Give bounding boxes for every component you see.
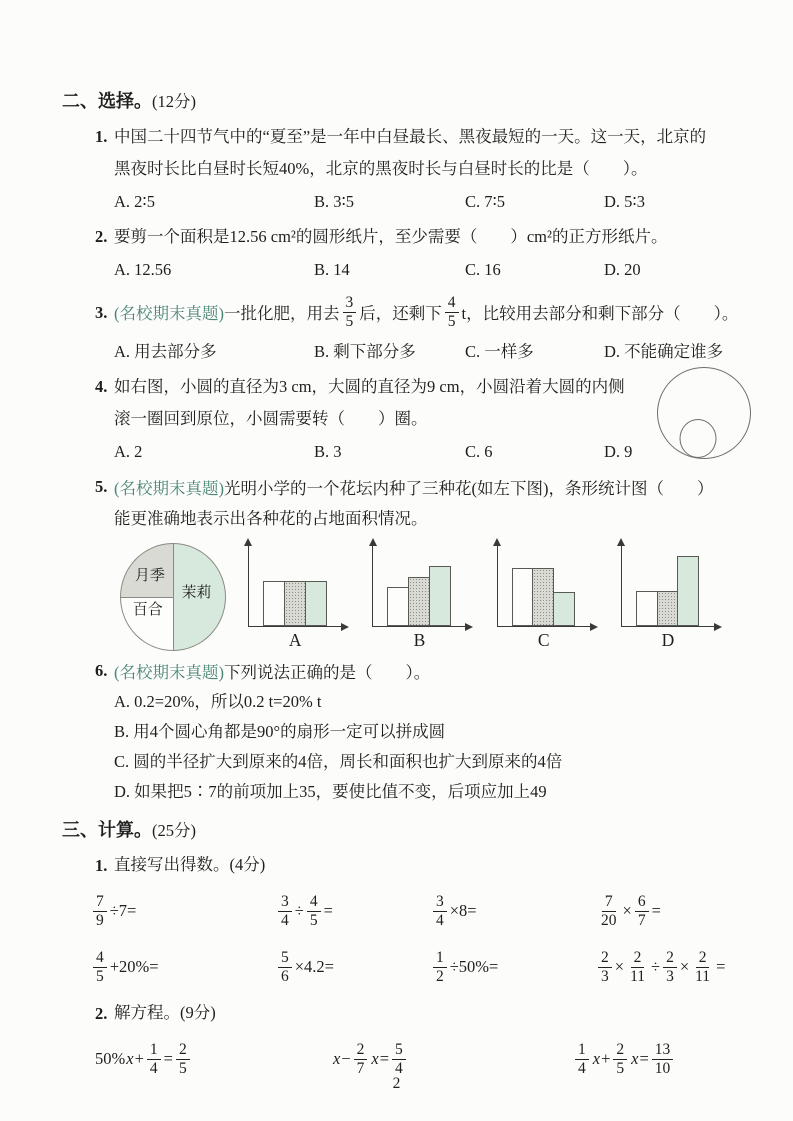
subsection-equations-number: 2. xyxy=(95,1004,108,1023)
option-b: B. 剩下部分多 xyxy=(314,342,416,361)
option-a: A. 12.56 xyxy=(114,260,172,279)
bar-white xyxy=(512,568,534,626)
pie-label-baihe: 百合 xyxy=(132,602,163,619)
bar-green xyxy=(429,566,451,626)
math-expression xyxy=(90,886,275,936)
math-expression xyxy=(90,942,275,992)
option-d: D. 20 xyxy=(604,260,641,279)
question-4-number: 4. xyxy=(95,377,108,396)
option-b: B. 14 xyxy=(314,260,350,279)
question-2 xyxy=(95,221,745,286)
direct-calc-row-1 xyxy=(90,886,745,936)
math-expression xyxy=(275,886,430,936)
small-circle xyxy=(680,419,717,458)
bar-chart-A xyxy=(248,546,342,651)
pie-divider-horizontal xyxy=(120,597,173,598)
fraction: $\frac{3}{4}$ xyxy=(433,893,447,929)
bars xyxy=(387,566,449,626)
y-axis-arrow-icon xyxy=(493,538,501,546)
section-choice-score: (12分) xyxy=(152,92,196,111)
question-1-line1: 中国二十四节气中的“夏至”是一年中白昼最长、黑夜最短的一天。这一天，北京的 xyxy=(114,127,707,146)
option-d: D. 不能确定谁多 xyxy=(604,342,724,361)
chart-label: A xyxy=(288,630,302,650)
bar-chart-A-plot xyxy=(248,546,341,627)
section-choice-title: 二、选择。 xyxy=(62,91,152,111)
bar-gray xyxy=(284,581,306,626)
y-axis-arrow-icon xyxy=(244,538,252,546)
variable-x: x xyxy=(631,1049,639,1068)
option-a: A. 2∶5 xyxy=(114,192,155,211)
question-4-options xyxy=(114,436,745,468)
text-token: + xyxy=(601,1049,611,1068)
option-b: B. 用4个圆心角都是90°的扇形一定可以拼成圆 xyxy=(114,722,446,741)
text-token: ÷7= xyxy=(109,901,137,920)
pie-divider-vertical xyxy=(173,543,174,651)
x-axis-arrow-icon xyxy=(341,623,349,631)
fraction: $\frac{2}{5}$ xyxy=(613,1041,627,1077)
fraction: $\frac{1}{4}$ xyxy=(147,1041,161,1077)
text-token: 一批化肥，用去 xyxy=(224,304,340,323)
question-2-number: 2. xyxy=(95,227,108,246)
text-token: ÷50%= xyxy=(449,957,499,976)
text-token: 光明小学的一个花坛内种了三种花(如左下图)，条形统计图（ ） xyxy=(224,479,714,498)
subsection-equations-label: 解方程。(9分) xyxy=(114,1003,216,1022)
math-expression xyxy=(430,886,595,936)
bar-chart-B xyxy=(372,546,466,651)
x-axis-arrow-icon xyxy=(714,623,722,631)
variable-x: x xyxy=(126,1049,134,1068)
question-5 xyxy=(95,471,745,651)
option-a: A. 用去部分多 xyxy=(114,342,217,361)
fraction: $\frac{5}{4}$ xyxy=(392,1041,406,1077)
variable-x: x xyxy=(371,1049,379,1068)
question-3-options xyxy=(114,336,745,368)
text-token: +20%= xyxy=(109,957,159,976)
fraction: $\frac{4}{5}$ xyxy=(307,893,321,929)
option-d: D. 如果把5∶7的前项加上35，要使比值不变，后项应加上49 xyxy=(114,782,547,801)
bar-white xyxy=(263,581,285,626)
bar-chart-C-plot xyxy=(497,546,590,627)
bar-white xyxy=(387,587,409,626)
fraction: $\frac{7}{9}$ xyxy=(93,893,107,929)
math-expression xyxy=(430,942,595,992)
question-5-number: 5. xyxy=(95,477,108,496)
question-1-number: 1. xyxy=(95,127,108,146)
section-calc-title: 三、计算。 xyxy=(62,820,152,840)
bar-chart-D-plot xyxy=(621,546,714,627)
option-a: A. 0.2=20%，所以0.2 t=20% t xyxy=(114,692,322,711)
bar-green xyxy=(305,581,327,626)
question-6-text xyxy=(114,655,745,687)
rolling-circles-figure xyxy=(657,367,751,459)
math-expression xyxy=(275,942,430,992)
text-token: = xyxy=(651,901,661,920)
option-c: C. 圆的半径扩大到原来的4倍，周长和面积也扩大到原来的4倍 xyxy=(114,752,563,771)
text-token: ÷ xyxy=(651,957,661,976)
text-token: ×4.2= xyxy=(294,957,334,976)
math-expression xyxy=(595,886,745,936)
text-token: 50% xyxy=(95,1049,126,1068)
text-token: 后，还剩下 xyxy=(359,304,442,323)
option-c: C. 一样多 xyxy=(465,342,534,361)
fraction: $\frac{4}{5}$ xyxy=(93,949,107,985)
bars xyxy=(263,581,325,626)
fraction: $\frac{2}{5}$ xyxy=(176,1041,190,1077)
subsection-direct xyxy=(95,850,745,880)
variable-x: x xyxy=(333,1049,341,1068)
section-calc-header xyxy=(62,817,745,844)
fraction: $\frac{2}{11}$ xyxy=(630,949,645,985)
text-token: − xyxy=(341,1049,351,1068)
subsection-direct-label: 直接写出得数。(4分) xyxy=(114,855,266,874)
bar-green xyxy=(553,592,575,626)
question-3-text xyxy=(114,289,745,335)
pie-label-yueji: 月季 xyxy=(134,567,165,584)
question-5-charts xyxy=(120,543,745,651)
option-b: B. 3 xyxy=(314,442,342,461)
question-1-options xyxy=(114,186,745,218)
text-token: ÷ xyxy=(294,901,304,920)
option-d: D. 5∶3 xyxy=(604,192,645,211)
option-a: A. 2 xyxy=(114,442,143,461)
text-token: = xyxy=(716,957,726,976)
chart-label: D xyxy=(661,630,675,650)
text-token: = xyxy=(379,1049,390,1068)
text-token: = xyxy=(639,1049,649,1068)
text-token: × xyxy=(622,901,632,920)
bars xyxy=(636,556,698,626)
question-5-line1 xyxy=(114,471,745,503)
bar-gray xyxy=(408,577,430,626)
fraction: $\frac{2}{3}$ xyxy=(598,949,612,985)
text-token: × xyxy=(679,957,690,976)
fraction: $\frac{3}{4}$ xyxy=(278,893,292,929)
text-token: ×8= xyxy=(449,901,477,920)
question-1 xyxy=(95,121,745,218)
option-c: C. 16 xyxy=(465,260,501,279)
math-expression xyxy=(595,942,745,992)
question-3-number: 3. xyxy=(95,303,108,322)
section-calc-score: (25分) xyxy=(152,821,196,840)
option-b: B. 3∶5 xyxy=(314,192,355,211)
text-token: + xyxy=(134,1049,144,1068)
option-d: D. 9 xyxy=(604,442,633,461)
question-2-options xyxy=(114,254,745,286)
y-axis-arrow-icon xyxy=(369,538,377,546)
question-4-line1: 如右图，小圆的直径为3 cm，大圆的直径为9 cm，小圆沿着大圆的内侧 xyxy=(114,377,625,396)
question-1-line2: 黑夜时长比白昼时长短40%，北京的黑夜时长与白昼时长的比是（ ）。 xyxy=(114,159,648,178)
variable-x: x xyxy=(592,1049,601,1068)
question-6 xyxy=(95,655,745,807)
question-4-line2: 滚一圈回到原位，小圆需要转（ ）圈。 xyxy=(114,409,428,428)
bar-green xyxy=(677,556,699,626)
bar-chart-B-plot xyxy=(372,546,465,627)
fraction: $\frac{1}{2}$ xyxy=(433,949,447,985)
bar-chart-C xyxy=(497,546,591,651)
question-5-line2: 能更准确地表示出各种花的占地面积情况。 xyxy=(114,509,428,528)
exam-source-tag: (名校期末真题) xyxy=(114,304,224,323)
bar-white xyxy=(636,591,658,626)
y-axis-arrow-icon xyxy=(617,538,625,546)
fraction: $\frac{2}{3}$ xyxy=(663,949,677,985)
text-token: = xyxy=(323,901,333,920)
pie-label-moli: 茉莉 xyxy=(181,585,212,602)
chart-label: C xyxy=(537,630,550,650)
subsection-equations xyxy=(95,998,745,1028)
fraction: $\frac{13}{10}$ xyxy=(652,1041,674,1077)
page-number: 2 xyxy=(392,1075,401,1092)
bar-gray xyxy=(657,591,679,626)
direct-calc-row-2 xyxy=(90,942,745,992)
text-token: 下列说法正确的是（ ）。 xyxy=(224,663,431,682)
text-token: t，比较用去部分和剩下部分（ ）。 xyxy=(461,304,739,323)
fraction: $\frac{2}{11}$ xyxy=(695,949,711,985)
x-axis-arrow-icon xyxy=(590,623,598,631)
exam-source-tag: (名校期末真题) xyxy=(114,479,224,498)
fraction: $\frac{5}{6}$ xyxy=(278,949,292,985)
x-axis-arrow-icon xyxy=(465,623,473,631)
bars xyxy=(512,568,574,626)
exam-source-tag: (名校期末真题) xyxy=(114,663,224,682)
bar-chart-D xyxy=(621,546,715,651)
question-3 xyxy=(95,289,745,368)
question-4 xyxy=(95,371,745,468)
question-2-line1: 要剪一个面积是12.56 cm²的圆形纸片，至少需要（ ）cm²的正方形纸片。 xyxy=(114,227,668,246)
chart-label: B xyxy=(413,630,426,650)
fraction: $\frac{3}{5}$ xyxy=(343,294,357,330)
text-token: × xyxy=(614,957,625,976)
subsection-direct-number: 1. xyxy=(95,856,108,875)
question-6-options xyxy=(114,687,745,807)
fraction: $\frac{1}{4}$ xyxy=(575,1041,589,1077)
section-choice-header xyxy=(62,88,745,115)
text-token: = xyxy=(163,1049,173,1068)
fraction: $\frac{2}{7}$ xyxy=(354,1041,368,1077)
option-c: C. 6 xyxy=(465,442,493,461)
fraction: $\frac{6}{7}$ xyxy=(635,893,649,929)
fraction: $\frac{7}{20}$ xyxy=(601,893,617,929)
flower-pie-chart xyxy=(120,543,226,651)
fraction: $\frac{4}{5}$ xyxy=(445,294,459,330)
question-6-number: 6. xyxy=(95,661,108,680)
bar-gray xyxy=(532,568,554,626)
option-c: C. 7∶5 xyxy=(465,192,506,211)
